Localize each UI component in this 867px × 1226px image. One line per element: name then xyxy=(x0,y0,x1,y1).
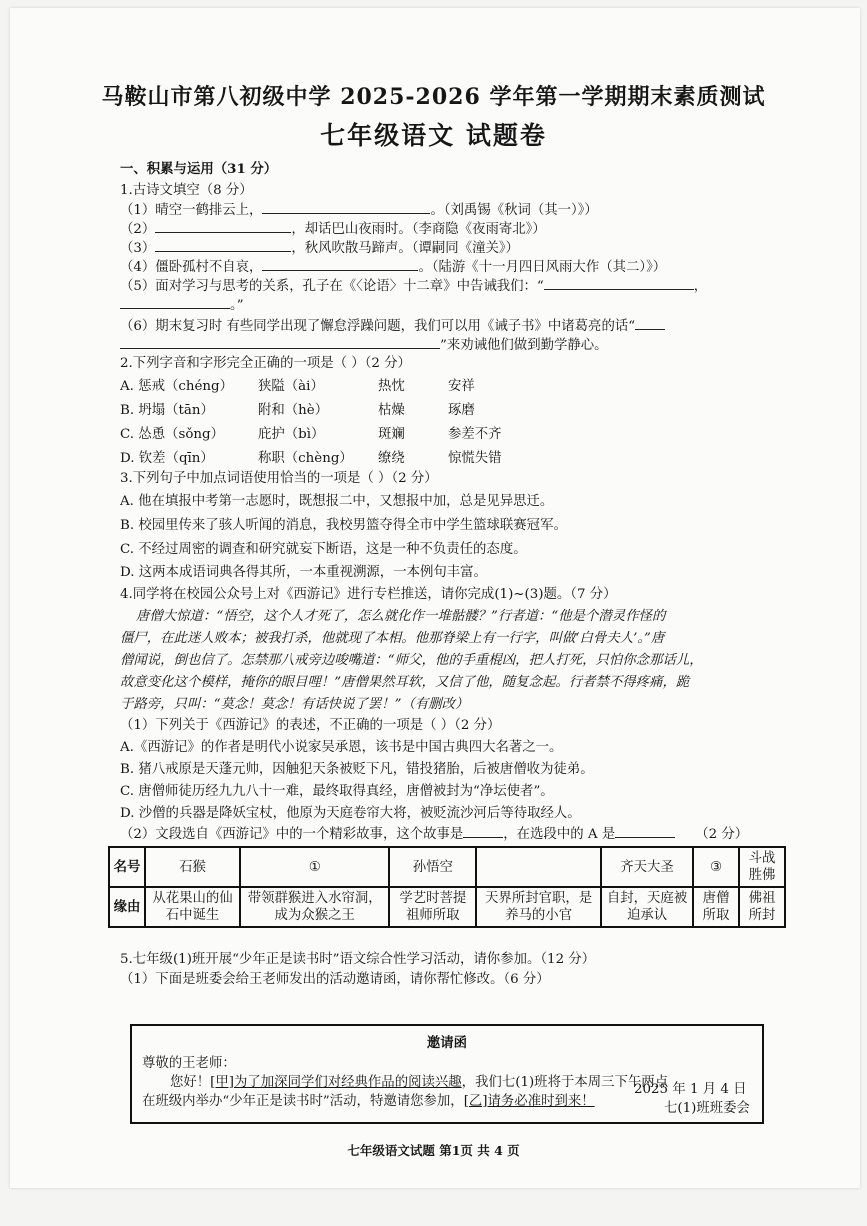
q4-sub1-option-c: C. 唐僧师徒历经九九八十一难，最终取得真经，唐僧被封为“净坛使者”。 xyxy=(120,784,554,799)
answer-blank[interactable] xyxy=(615,824,675,838)
table-header-cell: 缘由 xyxy=(109,887,145,927)
letter-title: 邀请函 xyxy=(426,1035,468,1051)
q3-option-d: D. 这两本成语词典各得其所，一本重视溯源，一本例句丰富。 xyxy=(120,565,487,580)
q5-sub1: （1）下面是班委会给王老师发出的活动邀请函，请你帮忙修改。（6 分） xyxy=(120,972,550,987)
table-cell: 孙悟空 xyxy=(389,847,476,887)
table-cell: 斗战胜佛 xyxy=(739,847,785,887)
table-cell: 从花果山的仙石中诞生 xyxy=(145,887,240,927)
table-row xyxy=(109,847,785,887)
q1-item-2: （2） ，却话巴山夜雨时。（李商隐《夜雨寄北》） xyxy=(120,219,835,239)
table-cell: 齐天大圣 xyxy=(601,847,693,887)
exam-title: 马鞍山市第八初级中学 2025-2026 学年第一学期期末素质测试 xyxy=(101,84,766,110)
letter-greeting: 尊敬的王老师： xyxy=(142,1056,236,1071)
table-cell: 唐僧所取 xyxy=(693,887,739,927)
q2-option-b: B. 坍塌（tān） 附和（hè） 枯燥 琢磨 xyxy=(120,403,475,418)
table-cell[interactable]: ① xyxy=(240,847,389,887)
q3-option-a: A. 他在填报中考第一志愿时，既想报二中，又想报中加，总是见异思迁。 xyxy=(120,494,554,509)
answer-blank[interactable] xyxy=(544,276,694,290)
q1-item-6: （6）期末复习时 有些同学出现了懈怠浮躁问题，我们可以用《诫子书》中诸葛亮的话“ xyxy=(120,316,835,336)
answer-blank[interactable] xyxy=(262,257,418,271)
answer-blank[interactable] xyxy=(120,295,230,309)
q2-option-c: C. 怂恿（sǒng） 庇护（bì） 斑斓 参差不齐 xyxy=(120,427,502,442)
marked-phrase-b: [乙]请务必准时到来！ xyxy=(463,1094,595,1109)
table-cell: 佛祖所封 xyxy=(739,887,785,927)
q1-item-5: （5）面对学习与思考的关系，孔子在《〈论语〉十二章》中告诫我们：“ ， xyxy=(120,276,835,296)
q1-item-5b: 。” xyxy=(120,295,835,315)
q3-option-b: B. 校园里传来了骇人听闻的消息，我校男篮夺得全市中学生篮球联赛冠军。 xyxy=(120,518,567,533)
q4-sub1-option-d: D. 沙僧的兵器是降妖宝杖，他原为天庭卷帘大将，被贬流沙河后等待取经人。 xyxy=(120,806,581,821)
table-cell: 学艺时菩提祖师所取 xyxy=(389,887,476,927)
table-cell: 自封，天庭被迫承认 xyxy=(601,887,693,927)
q1-item-1: （1）晴空一鹤排云上， 。（刘禹锡《秋词（其一）》） xyxy=(120,200,835,220)
table-cell: 天界所封官职，是养马的小官 xyxy=(476,887,601,927)
q4-stem: 4.同学将在校园公众号上对《西游记》进行专栏推送，请你完成(1)~(3)题。（7 分） xyxy=(120,587,617,602)
answer-blank[interactable] xyxy=(155,238,291,252)
table-row xyxy=(109,887,785,927)
table-header-cell: 名号 xyxy=(109,847,145,887)
section-heading: 一、积累与运用（31 分） xyxy=(120,161,278,177)
answer-blank[interactable] xyxy=(120,335,440,349)
answer-blank[interactable] xyxy=(262,200,430,214)
passage-line: 僵尸，在此迷人败本；被我打杀，他就现了本相。他那脊梁上有一行字，叫做‘白骨夫人’。”唐 xyxy=(120,631,665,646)
answer-blank[interactable] xyxy=(155,219,291,233)
q3-stem: 3.下列句子中加点词语使用恰当的一项是（ ）（2 分） xyxy=(120,471,438,486)
exam-subtitle: 七年级语文 试题卷 xyxy=(320,121,547,150)
q4-sub1-stem: （1）下列关于《西游记》的表述，不正确的一项是（ ）（2 分） xyxy=(120,718,501,733)
q4-sub2: （2）文段选自《西游记》中的一个精彩故事，这个故事是 ，在选段中的 A 是 （2 分） xyxy=(120,824,835,844)
table-cell[interactable] xyxy=(476,847,601,887)
passage-line: 故意变化这个模样，掩你的眼目哩！”唐僧果然耳软，又信了他，随复念起。行者禁不得疼痛，跪 xyxy=(120,675,690,690)
page-footer: 七年级语文试题 第1页 共 4 页 xyxy=(347,1143,520,1158)
q2-stem: 2.下列字音和字形完全正确的一项是（ ）（2 分） xyxy=(120,356,411,371)
passage-line: 僧闻说，倒也信了。怎禁那八戒旁边唆嘴道：“师父，他的手重棍凶，把人打死，只怕你念那话儿， xyxy=(120,653,703,668)
q4-sub1-option-a: A.《西游记》的作者是明代小说家吴承恩，该书是中国古典四大名著之一。 xyxy=(120,740,563,755)
nickname-table xyxy=(108,846,786,928)
passage-line: 于路旁，只叫：“莫念！莫念！有话快说了罢！”（有删改） xyxy=(120,697,469,712)
table-cell: 石猴 xyxy=(145,847,240,887)
letter-body-line2: 在班级内举办“少年正是读书时”活动，特邀请您参加，[乙]请务必准时到来！ xyxy=(142,1094,595,1109)
q4-sub1-option-b: B. 猪八戒原是天蓬元帅，因触犯天条被贬下凡，错投猪胎，后被唐僧收为徒弟。 xyxy=(120,762,594,777)
q1-item-6b: ”来劝诫他们做到勤学静心。 xyxy=(120,335,835,355)
letter-signature: 七(1)班班委会 xyxy=(664,1101,750,1116)
q1-item-3: （3） ，秋风吹散马蹄声。（谭嗣同《潼关》） xyxy=(120,238,835,258)
answer-blank[interactable] xyxy=(635,316,665,330)
q3-option-c: C. 不经过周密的调查和研究就妄下断语，这是一种不负责任的态度。 xyxy=(120,542,527,557)
letter-body-line1: 您好！[甲]为了加深同学们对经典作品的阅读兴趣，我们七(1)班将于本周三下午两点 xyxy=(170,1075,669,1090)
q1-stem: 1.古诗文填空（8 分） xyxy=(120,183,253,198)
q2-option-a: A. 惩戒（chéng） 狭隘（ài） 热忱 安祥 xyxy=(120,379,475,394)
marked-phrase-a: [甲]为了加深同学们对经典作品的阅读兴趣 xyxy=(210,1075,462,1090)
table-cell[interactable]: ③ xyxy=(693,847,739,887)
passage-line: 唐僧大惊道：“悟空，这个人才死了，怎么就化作一堆骷髅？”行者道：“他是个潜灵作怪的 xyxy=(136,609,666,624)
q5-stem: 5.七年级(1)班开展“少年正是读书时”语文综合性学习活动，请你参加。（12 分） xyxy=(120,952,596,967)
q1-item-4: （4）僵卧孤村不自哀， 。（陆游《十一月四日风雨大作（其二）》） xyxy=(120,257,835,277)
letter-date: 2025 年 1 月 4 日 xyxy=(634,1082,747,1097)
table-cell: 带领群猴进入水帘洞，成为众猴之王 xyxy=(240,887,389,927)
q2-option-d: D. 钦差（qīn） 称职（chèng） 缭绕 惊慌失错 xyxy=(120,451,502,466)
answer-blank[interactable] xyxy=(463,824,503,838)
